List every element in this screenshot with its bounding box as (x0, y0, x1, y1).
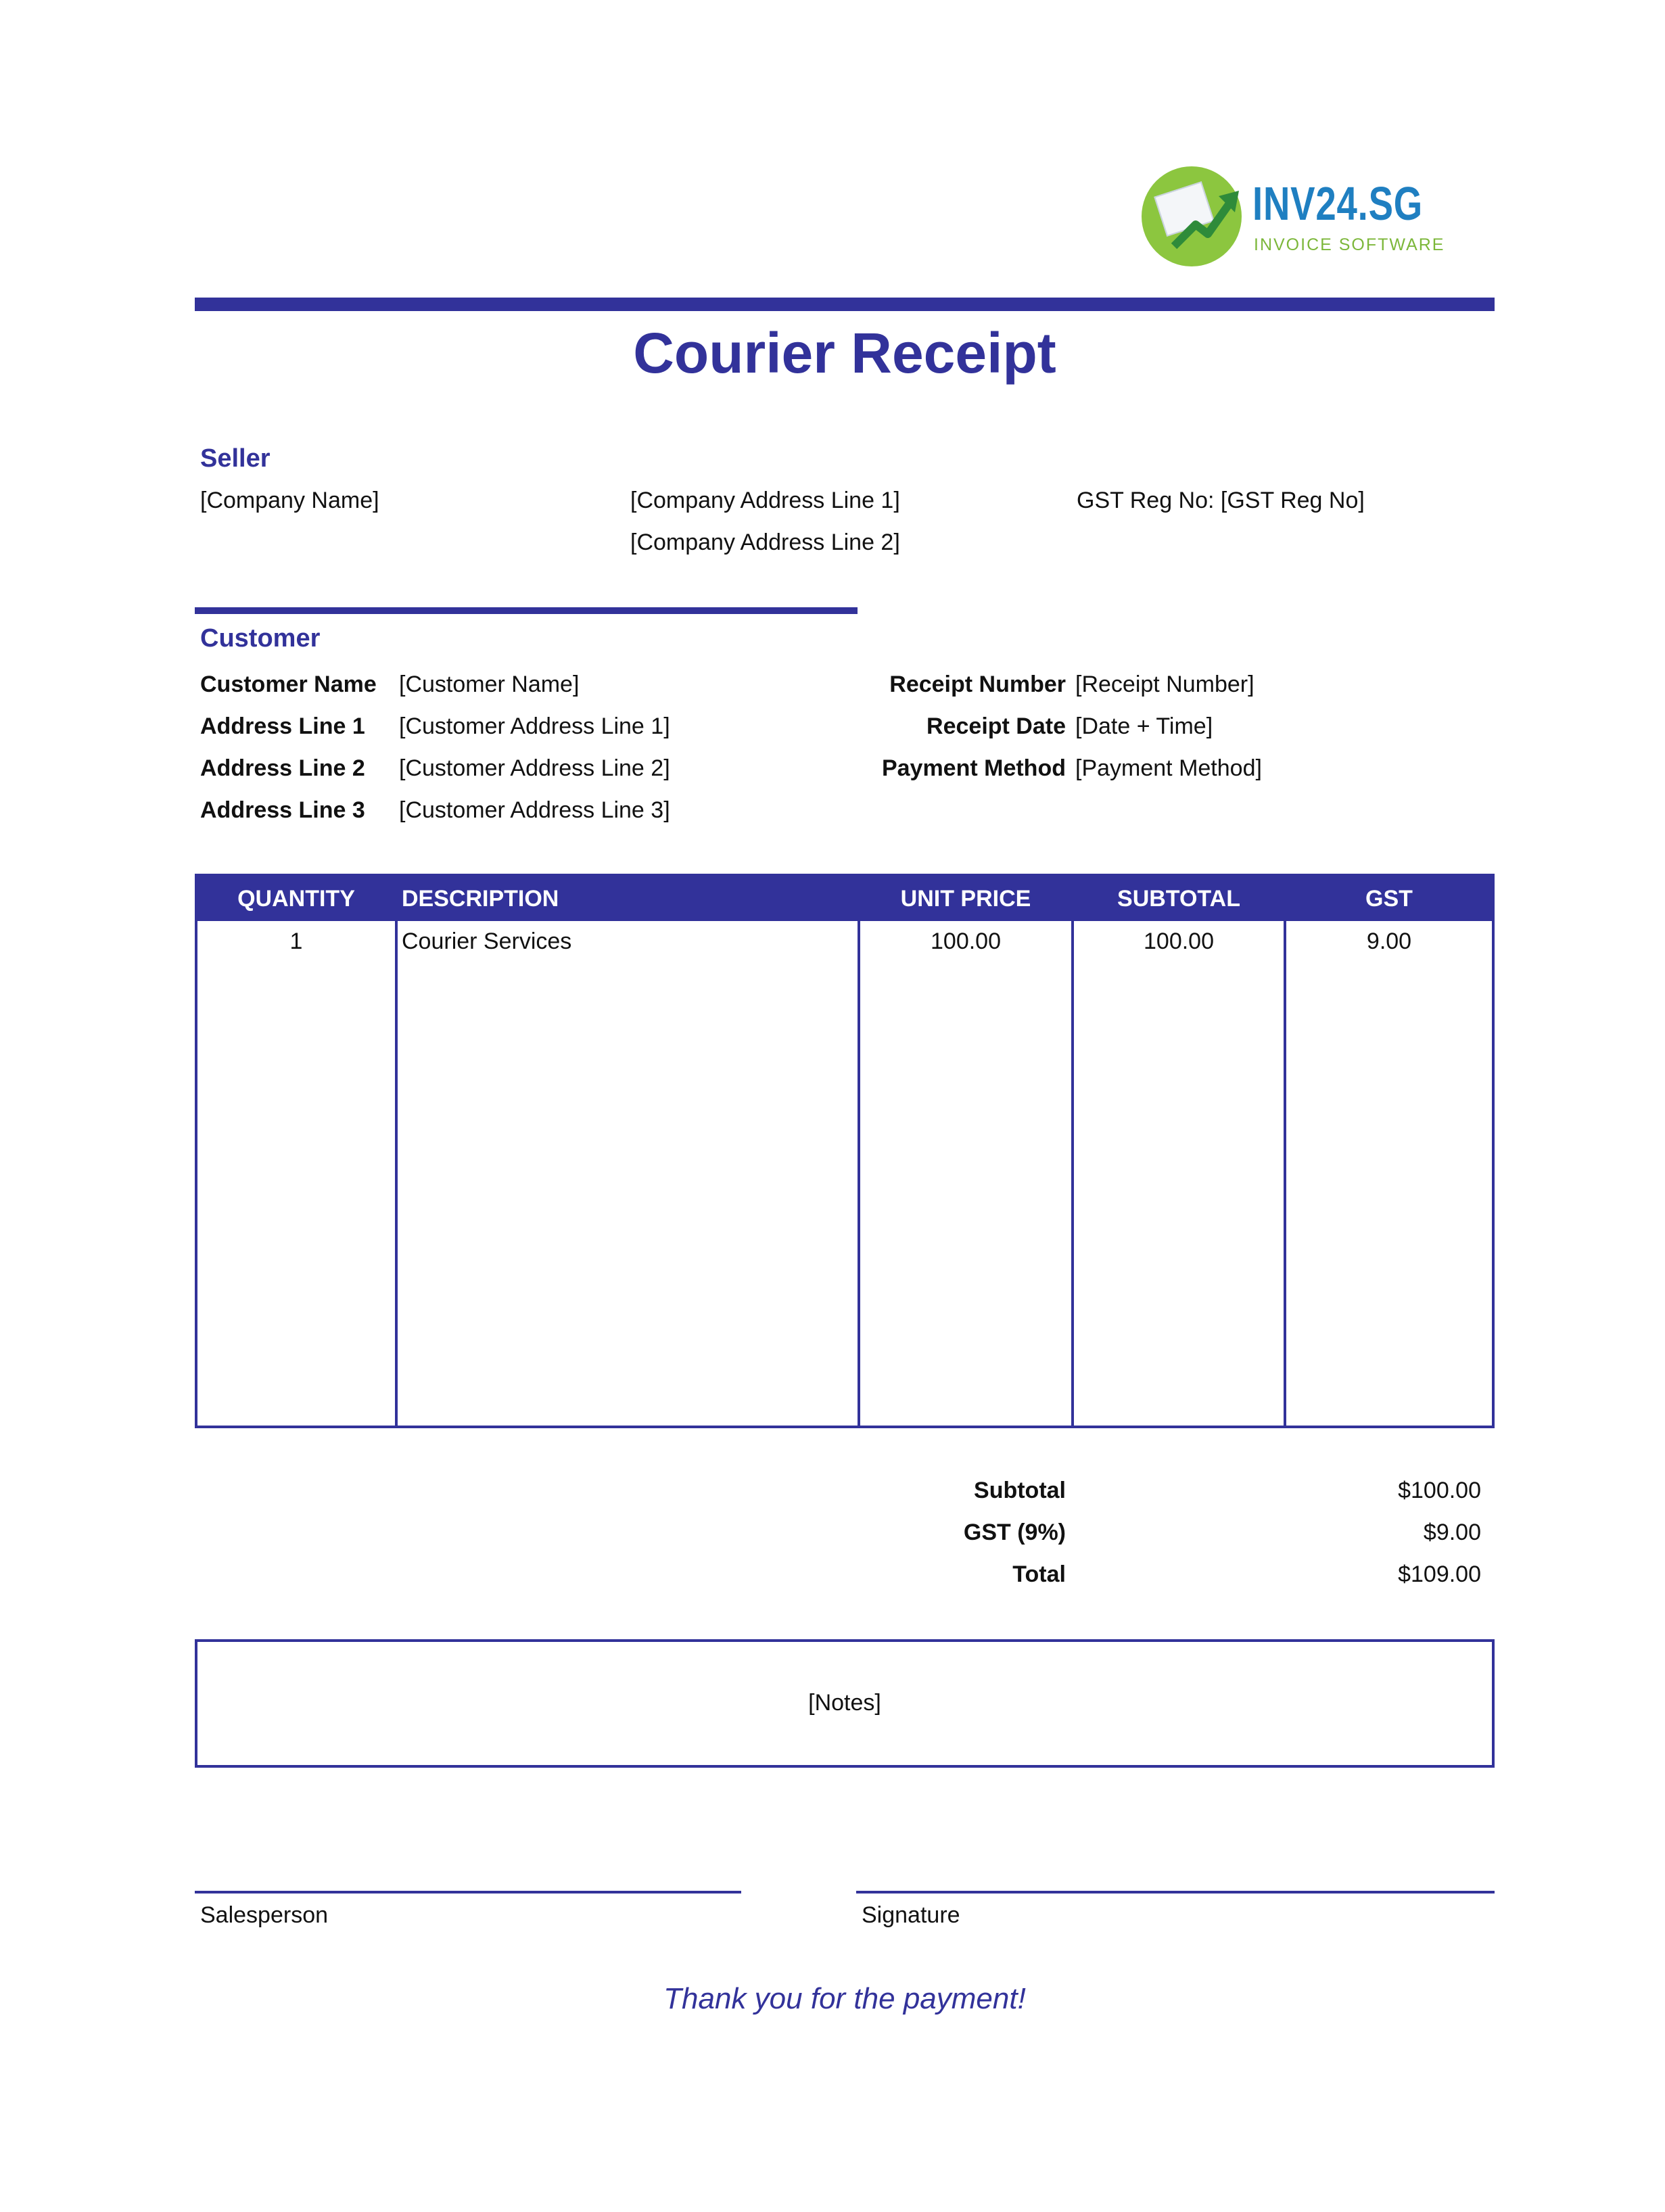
logo-arrow-icon (1169, 181, 1243, 256)
customer-field-value: [Customer Address Line 3] (399, 797, 670, 823)
column-divider (858, 921, 860, 1428)
totals-label: Total (1012, 1561, 1066, 1587)
salesperson-label: Salesperson (200, 1902, 329, 1928)
column-header-unit-price: UNIT PRICE (900, 886, 1031, 912)
seller-gst-reg: GST Reg No: [GST Reg No] (1077, 488, 1365, 513)
signature-label: Signature (862, 1902, 960, 1928)
customer-field-value: [Customer Address Line 2] (399, 755, 670, 781)
totals-value: $109.00 (1398, 1561, 1481, 1587)
totals-value: $100.00 (1398, 1478, 1481, 1503)
header-bar (195, 298, 1495, 311)
notes-text: [Notes] (808, 1690, 881, 1716)
totals-value: $9.00 (1423, 1520, 1481, 1545)
cell-quantity: 1 (289, 928, 303, 954)
seller-address-line-1: [Company Address Line 1] (630, 488, 900, 513)
cell-gst: 9.00 (1366, 928, 1412, 954)
logo (1142, 166, 1466, 268)
column-divider (1284, 921, 1286, 1428)
cell-description: Courier Services (402, 928, 572, 954)
cell-unit-price: 100.00 (931, 928, 1001, 954)
receipt-field-label: Receipt Date (927, 713, 1066, 739)
document-title: Courier Receipt (633, 321, 1056, 385)
totals-label: Subtotal (974, 1478, 1066, 1503)
signature-line (856, 1891, 1495, 1893)
seller-heading: Seller (200, 444, 271, 473)
column-divider (1071, 921, 1074, 1428)
customer-heading: Customer (200, 624, 321, 653)
seller-address-line-2: [Company Address Line 2] (630, 530, 900, 555)
receipt-field-value: [Payment Method] (1075, 755, 1262, 781)
customer-field-label: Address Line 3 (200, 797, 365, 823)
receipt-field-value: [Receipt Number] (1075, 672, 1254, 697)
customer-field-value: [Customer Name] (399, 672, 580, 697)
thank-you-message: Thank you for the payment! (663, 1982, 1026, 2015)
customer-separator (195, 607, 858, 614)
customer-field-label: Address Line 1 (200, 713, 365, 739)
receipt-field-value: [Date + Time] (1075, 713, 1213, 739)
customer-field-label: Customer Name (200, 672, 377, 697)
customer-field-value: [Customer Address Line 1] (399, 713, 670, 739)
receipt-field-label: Receipt Number (889, 672, 1066, 697)
totals-label: GST (9%) (963, 1520, 1066, 1545)
column-header-description: DESCRIPTION (402, 886, 559, 912)
items-table (195, 874, 1495, 1428)
customer-field-label: Address Line 2 (200, 755, 365, 781)
column-divider (395, 921, 398, 1428)
logo-tagline: INVOICE SOFTWARE (1254, 235, 1445, 254)
column-header-gst: GST (1365, 886, 1413, 912)
salesperson-line (195, 1891, 741, 1893)
column-header-quantity: QUANTITY (237, 886, 355, 912)
column-header-subtotal: SUBTOTAL (1117, 886, 1240, 912)
notes-box (195, 1639, 1495, 1768)
receipt-field-label: Payment Method (881, 755, 1066, 781)
cell-subtotal: 100.00 (1144, 928, 1214, 954)
seller-company-name: [Company Name] (200, 488, 379, 513)
logo-name: INV24.SG (1252, 177, 1424, 230)
